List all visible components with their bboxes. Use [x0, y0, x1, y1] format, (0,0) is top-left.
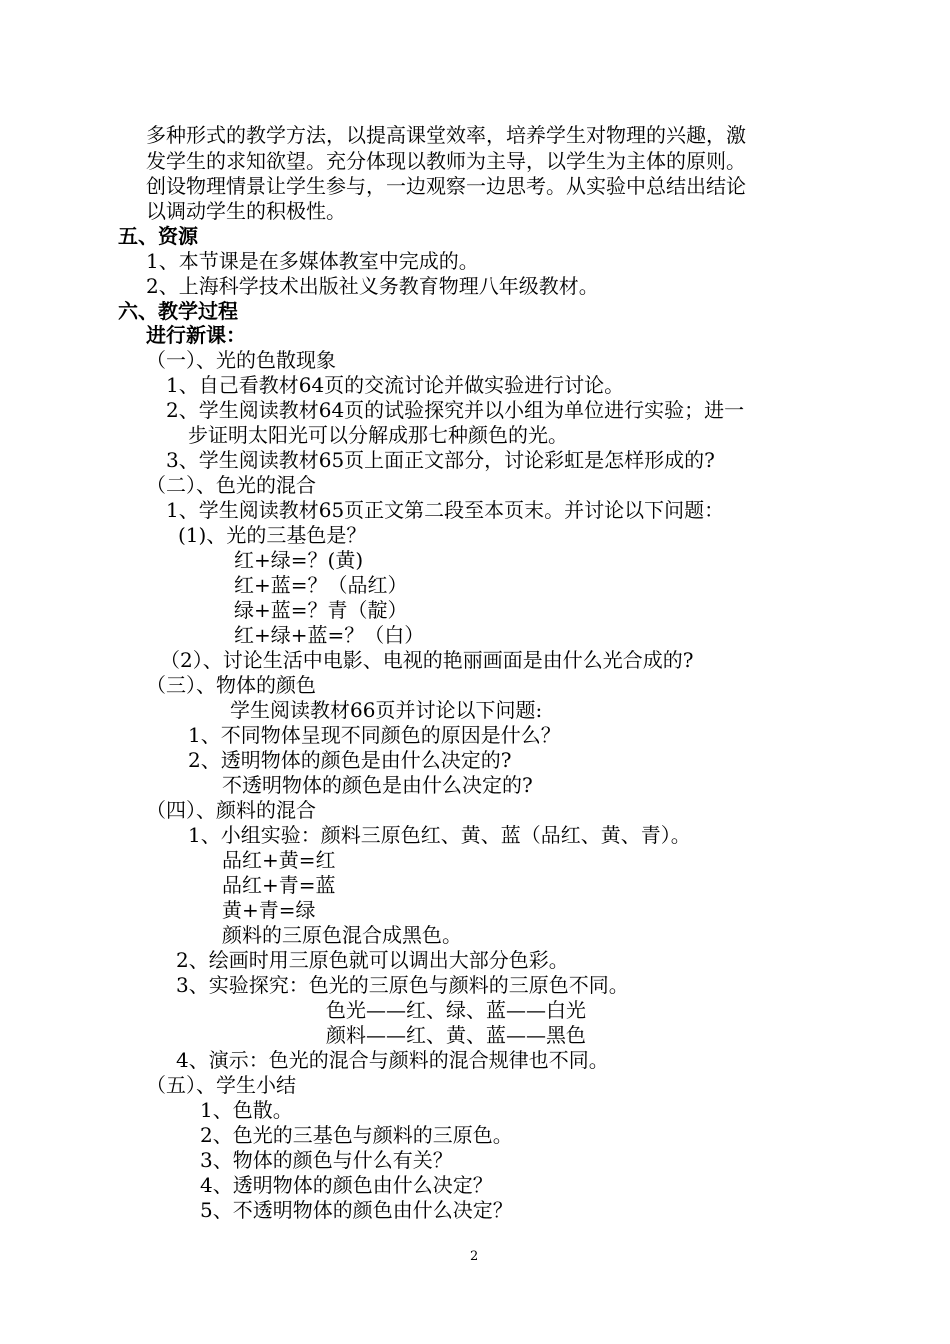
list-item: 步证明太阳光可以分解成那七种颜色的光。 — [188, 423, 568, 447]
list-item: 2、透明物体的颜色是由什么决定的? — [188, 748, 512, 772]
part-intro: 学生阅读教材66页并讨论以下问题: — [230, 698, 543, 722]
list-item: 4、透明物体的颜色由什么决定？ — [200, 1173, 493, 1197]
intro-line: 创设物理情景让学生参与，一边观察一边思考。从实验中总结出结论 — [146, 174, 746, 198]
mix-line: 黄+青=绿 — [222, 898, 316, 922]
list-item: 5、不透明物体的颜色由什么决定？ — [200, 1198, 513, 1222]
list-item: 1、小组实验：颜料三原色红、黄、蓝（品红、黄、青）。 — [188, 823, 691, 847]
list-item: 不透明物体的颜色是由什么决定的? — [222, 773, 533, 797]
list-item: 2、绘画时用三原色就可以调出大部分色彩。 — [176, 948, 569, 972]
part-title: （四）、颜料的混合 — [146, 798, 316, 822]
list-item: 3、学生阅读教材65页上面正文部分，讨论彩虹是怎样形成的? — [166, 448, 715, 472]
part-title: （五）、学生小结 — [146, 1073, 296, 1097]
list-item: 1、学生阅读教材65页正文第二段至本页末。并讨论以下问题： — [166, 498, 725, 522]
compare-line: 颜料——红、黄、蓝——黑色 — [326, 1023, 586, 1047]
list-item: 3、物体的颜色与什么有关？ — [200, 1148, 453, 1172]
section-heading: 五、资源 — [118, 224, 198, 248]
mix-line: 绿+蓝=？青（靛） — [234, 598, 408, 622]
intro-line: 多种形式的教学方法，以提高课堂效率，培养学生对物理的兴趣，激 — [146, 123, 746, 147]
part-title: （三）、物体的颜色 — [146, 673, 316, 697]
list-item: 2、学生阅读教材64页的试验探究并以小组为单位进行实验；进一 — [166, 398, 745, 422]
mix-line: 红+绿+蓝=？（白） — [234, 623, 425, 647]
part-title: （一）、光的色散现象 — [146, 348, 336, 372]
compare-line: 色光——红、绿、蓝——白光 — [326, 998, 586, 1022]
mix-line: 红+蓝=？（品红） — [234, 573, 408, 597]
list-item: 2、色光的三基色与颜料的三原色。 — [200, 1123, 513, 1147]
page-number: 2 — [470, 1249, 479, 1264]
list-item: 3、实验探究：色光的三原色与颜料的三原色不同。 — [176, 973, 629, 997]
list-item: 1、自己看教材64页的交流讨论并做实验进行讨论。 — [166, 373, 625, 397]
list-item: 1、不同物体呈现不同颜色的原因是什么？ — [188, 723, 561, 747]
part-title: （二）、色光的混合 — [146, 473, 316, 497]
intro-line: 发学生的求知欲望。充分体现以教师为主导，以学生为主体的原则。 — [146, 149, 746, 173]
mix-line: 品红+青=蓝 — [222, 873, 336, 897]
question: （2）、讨论生活中电影、电视的艳丽画面是由什么光合成的? — [160, 648, 694, 672]
section-heading: 六、教学过程 — [118, 299, 238, 323]
question: (1)、光的三基色是？ — [178, 523, 367, 547]
list-item: 1、本节课是在多媒体教室中完成的。 — [146, 249, 479, 273]
subheading: 进行新课： — [146, 323, 246, 347]
mix-line: 红+绿=？(黄) — [234, 548, 364, 572]
list-item: 2、上海科学技术出版社义务教育物理八年级教材。 — [146, 274, 599, 298]
list-item: 4、演示：色光的混合与颜料的混合规律也不同。 — [176, 1048, 609, 1072]
intro-line: 以调动学生的积极性。 — [146, 199, 346, 223]
list-item: 1、色散。 — [200, 1098, 293, 1122]
mix-line: 品红+黄=红 — [222, 848, 336, 872]
mix-line: 颜料的三原色混合成黑色。 — [222, 923, 462, 947]
